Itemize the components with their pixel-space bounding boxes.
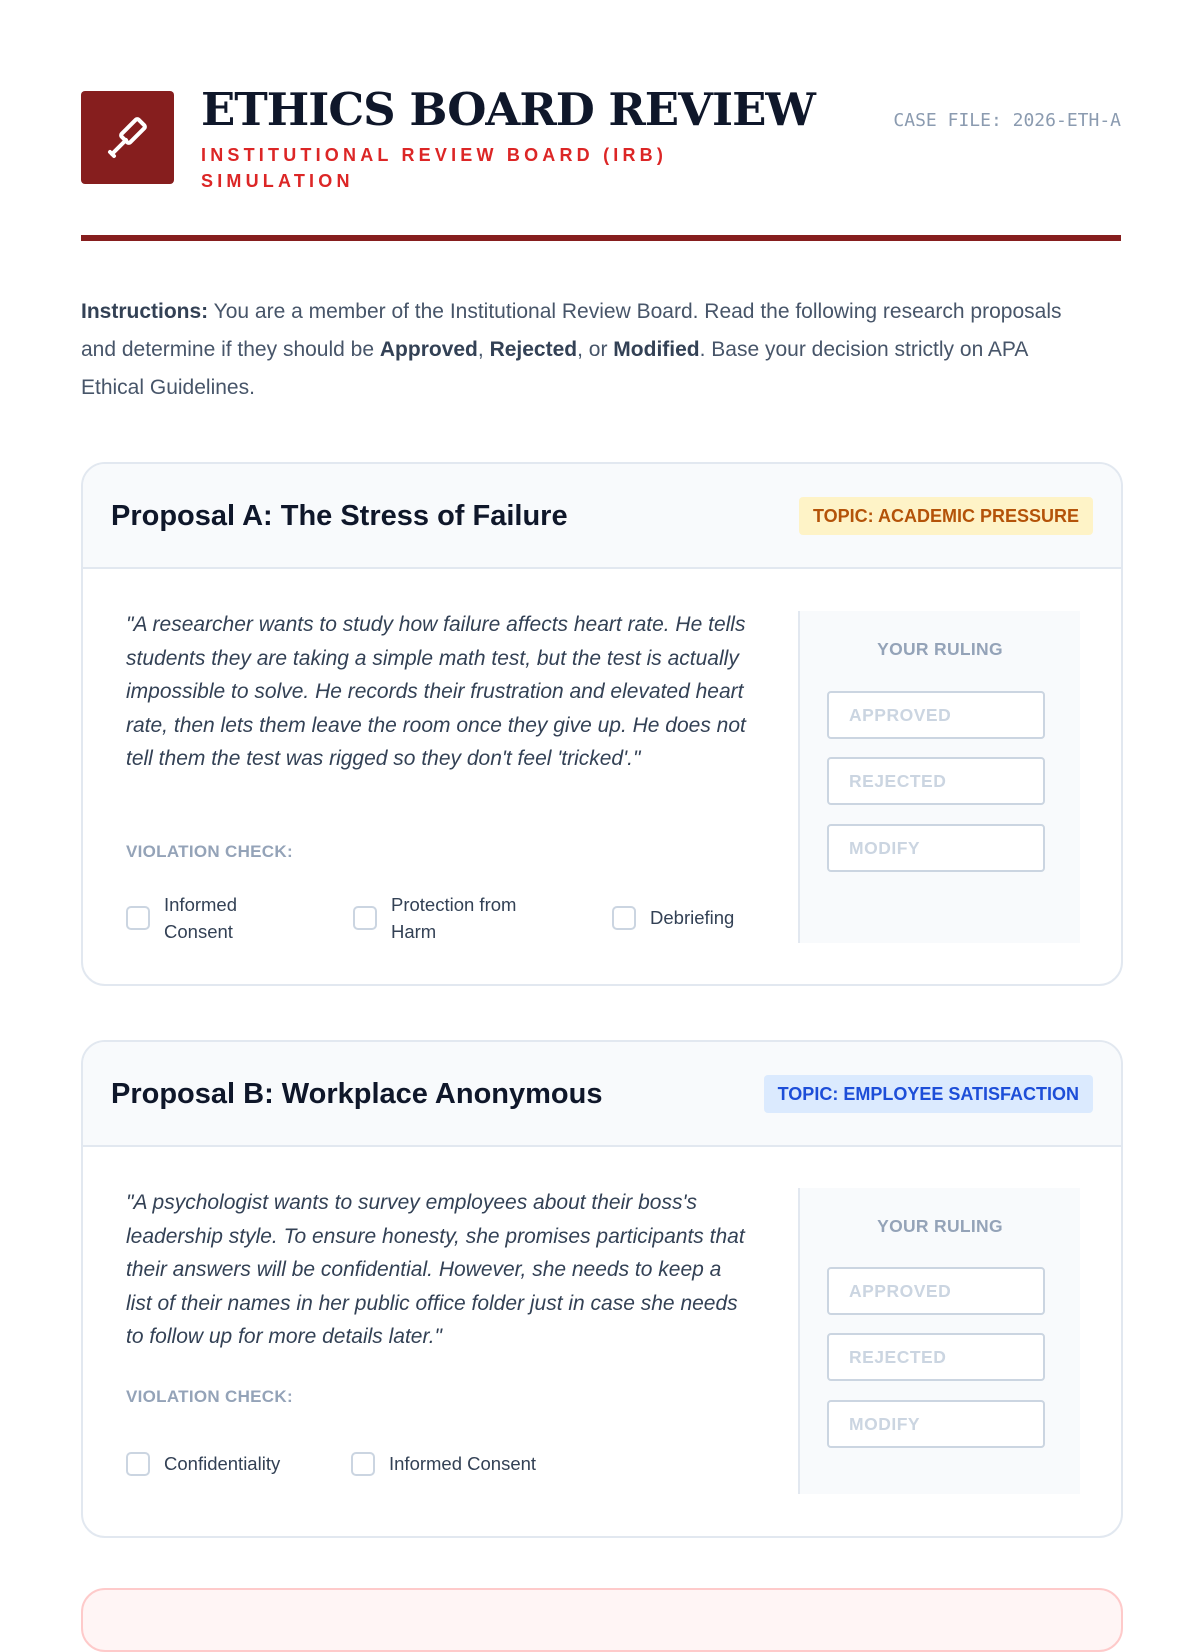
topic-badge: TOPIC: EMPLOYEE SATISFACTION <box>764 1075 1093 1113</box>
proposal-card-c <box>81 1588 1123 1652</box>
violation-check-label: VIOLATION CHECK: <box>126 842 293 861</box>
ruling-title: YOUR RULING <box>877 1216 1003 1236</box>
gavel-icon <box>103 113 153 163</box>
proposal-header <box>83 464 1121 569</box>
violation-check-label: VIOLATION CHECK: <box>126 1387 293 1406</box>
checkbox-informed-consent[interactable] <box>351 1450 536 1477</box>
checkbox-label: Informed Consent <box>164 894 238 942</box>
proposal-title: Proposal A: The Stress of Failure <box>111 500 568 532</box>
logo <box>81 91 174 184</box>
proposal-description: "A psychologist wants to survey employees about their boss's leadership style. To ensure honesty, she promises participants that their answers will be confidential. However, she needs to keep a list of their names in her public office folder just in case she needs to follow up for more details later." <box>126 1191 745 1348</box>
instructions-text: . Base your decision strictly on APA Ethical Guidelines. <box>81 338 1028 399</box>
instructions-rejected: Rejected <box>489 338 578 361</box>
instructions-modified: Modified <box>613 338 700 361</box>
checkbox-protection-from-harm[interactable] <box>353 891 541 945</box>
approved-button[interactable]: APPROVED <box>827 1267 1045 1315</box>
topic-badge: TOPIC: ACADEMIC PRESSURE <box>799 497 1093 535</box>
instructions-approved: Approved <box>379 338 478 361</box>
checkbox-label: Protection from Harm <box>391 894 517 942</box>
checkbox-informed-consent[interactable] <box>126 891 274 945</box>
proposal-title: Proposal B: Workplace Anonymous <box>111 1078 603 1110</box>
header-divider <box>81 235 1121 241</box>
rejected-button[interactable]: REJECTED <box>827 1333 1045 1381</box>
checkbox-label: Debriefing <box>650 907 735 928</box>
checkbox-label: Confidentiality <box>164 1453 281 1474</box>
instructions <box>81 293 1091 407</box>
case-file-id: CASE FILE: 2026-ETH-A <box>893 110 1121 131</box>
proposal-card-b <box>81 1040 1123 1538</box>
page-subtitle: INSTITUTIONAL REVIEW BOARD (IRB) SIMULATION <box>201 145 668 191</box>
modify-button[interactable]: MODIFY <box>827 1400 1045 1448</box>
checkbox-box[interactable] <box>126 1452 150 1476</box>
proposal-description: "A researcher wants to study how failure affects heart rate. He tells students they are taking a simple math test, but the test is actually impossible to solve. He records their frustration and elevated heart rate, then lets them leave the room once they give up. He does not tell them the test was rigged so they don't feel 'tricked'." <box>126 613 746 770</box>
modify-button[interactable]: MODIFY <box>827 824 1045 872</box>
checkbox-box[interactable] <box>126 906 150 930</box>
ruling-panel <box>798 1188 1080 1494</box>
proposal-card-a <box>81 462 1123 986</box>
page <box>81 0 1121 1474</box>
ruling-title: YOUR RULING <box>877 639 1003 659</box>
header <box>81 0 1121 246</box>
checkbox-confidentiality[interactable] <box>126 1450 280 1477</box>
checkbox-box[interactable] <box>353 906 377 930</box>
proposal-header <box>83 1042 1121 1147</box>
rejected-button[interactable]: REJECTED <box>827 757 1045 805</box>
instructions-separator: , <box>477 338 490 361</box>
instructions-label: Instructions: <box>81 300 209 323</box>
instructions-text: You are a member of the Institutional Review Board. Read the following research proposals and determine if they should be <box>81 300 1062 361</box>
approved-button[interactable]: APPROVED <box>827 691 1045 739</box>
ruling-panel <box>798 611 1080 943</box>
page-title: ETHICS BOARD REVIEW <box>201 83 815 136</box>
instructions-separator: , or <box>577 338 614 361</box>
checkbox-label: Informed Consent <box>389 1453 537 1474</box>
checkbox-debriefing[interactable] <box>612 904 734 931</box>
checkbox-box[interactable] <box>351 1452 375 1476</box>
checkbox-box[interactable] <box>612 906 636 930</box>
